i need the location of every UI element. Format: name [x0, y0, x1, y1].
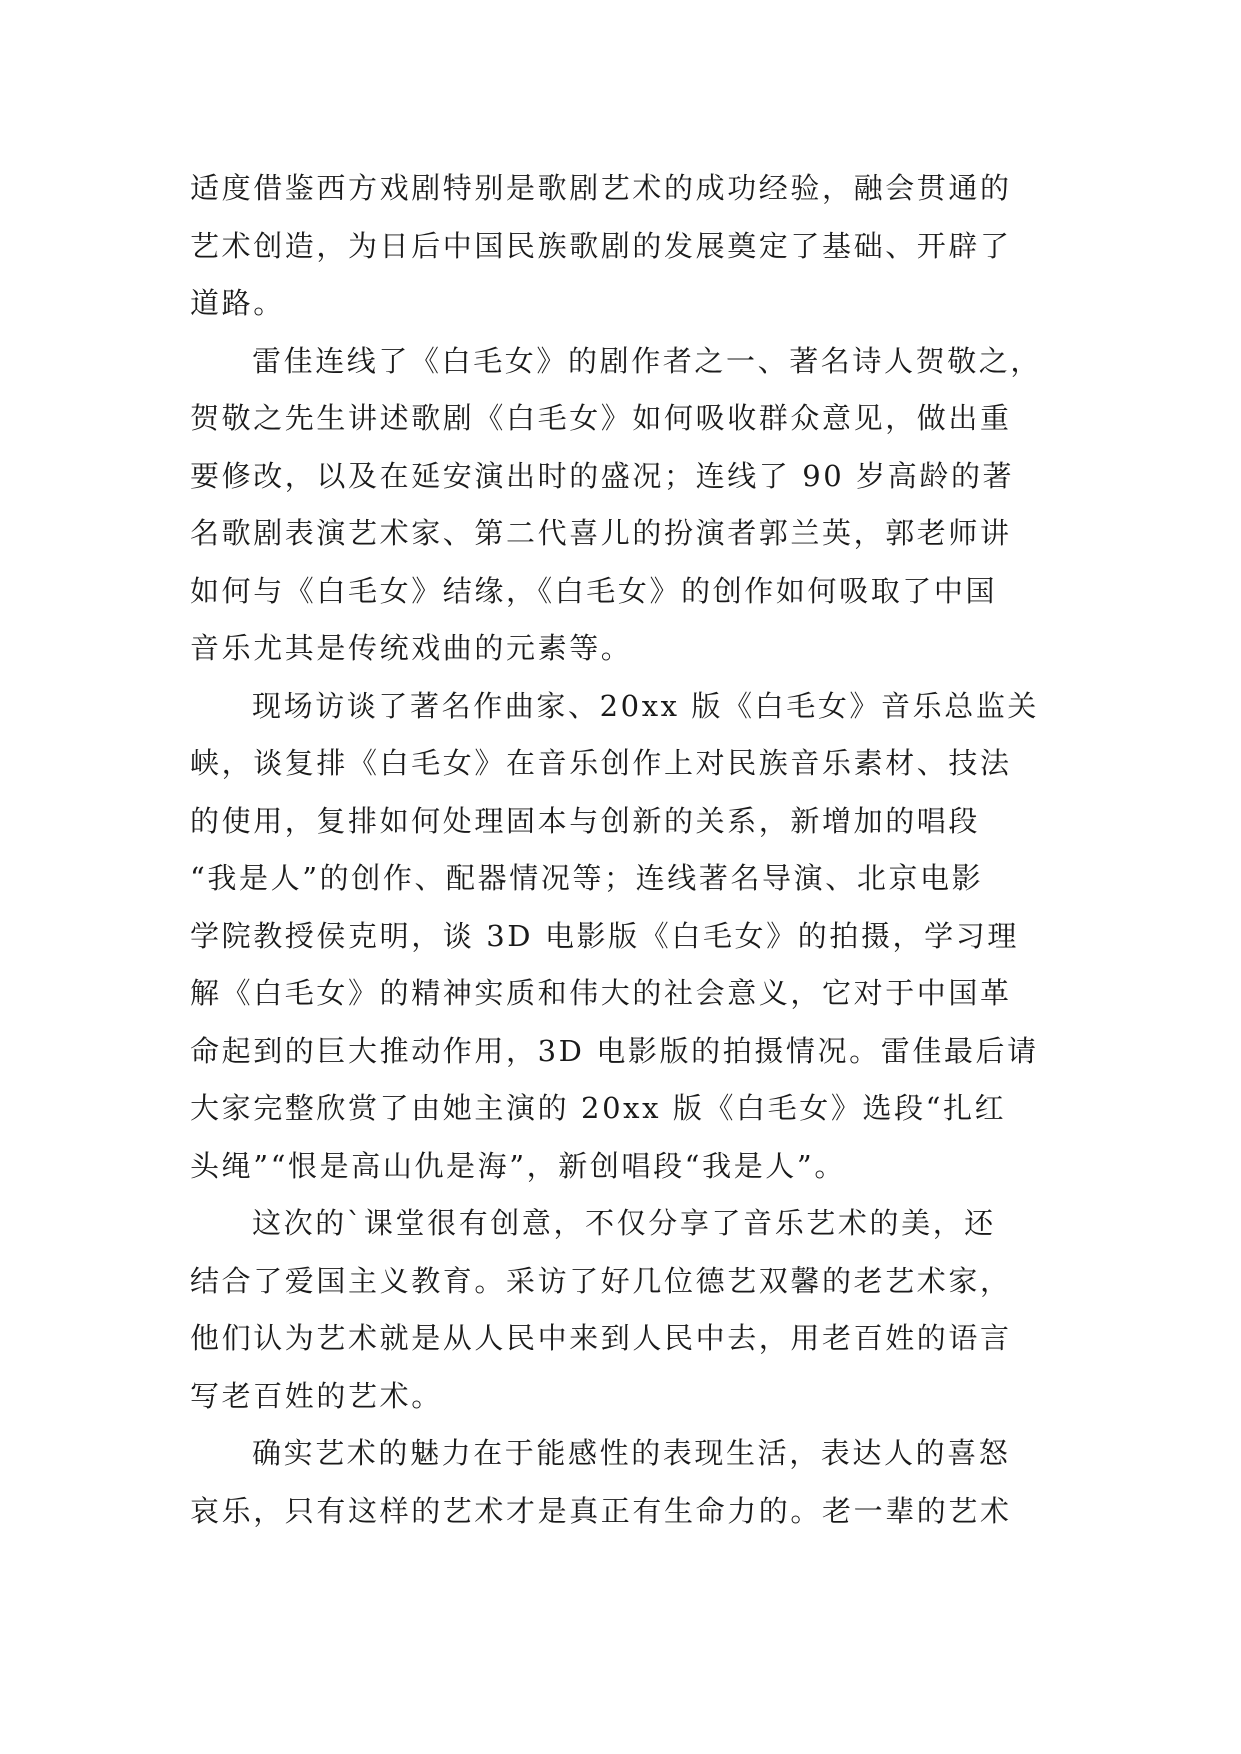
text-line: 确实艺术的魅力在于能感性的表现生活，表达人的喜怒: [252, 1436, 1011, 1470]
text-line: 学院教授侯克明，谈 3D 电影版《白毛女》的拍摄，学习理: [190, 918, 1019, 953]
paragraph: [190, 678, 1050, 1196]
text-line: “我是人”的创作、配器情况等；连线著名导演、北京电影: [190, 861, 984, 895]
text-line: 现场访谈了著名作曲家、20xx 版《白毛女》音乐总监关: [252, 688, 1040, 723]
text-line: 雷佳连线了《白毛女》的剧作者之一、著名诗人贺敬之，: [252, 343, 1043, 378]
text-line: 头绳”“恨是高山仇是海”，新创唱段“我是人”。: [190, 1148, 846, 1183]
text-line: 结合了爱国主义教育。采访了好几位德艺双馨的老艺术家，: [190, 1263, 1012, 1298]
text-line: 贺敬之先生讲述歌剧《白毛女》如何吸收群众意见，做出重: [190, 401, 1012, 435]
text-line: 大家完整欣赏了由她主演的 20xx 版《白毛女》选段“扎红: [190, 1091, 1007, 1125]
text-line: 要修改，以及在延安演出时的盛况；连线了 90 岁高龄的著: [190, 458, 1015, 493]
text-line: 哀乐，只有这样的艺术才是真正有生命力的。老一辈的艺术: [190, 1493, 1012, 1528]
text-line: 适度借鉴西方戏剧特别是歌剧艺术的成功经验，融会贯通的: [190, 171, 1012, 205]
text-line: 峡，谈复排《白毛女》在音乐创作上对民族音乐素材、技法: [190, 746, 1012, 780]
text-line: 这次的`课堂很有创意，不仅分享了音乐艺术的美，还: [252, 1206, 996, 1240]
paragraph: [190, 1425, 1050, 1540]
text-line: 的使用，复排如何处理固本与创新的关系，新增加的唱段: [190, 803, 981, 838]
paragraph: [190, 333, 1050, 678]
text-line: 如何与《白毛女》结缘，《白毛女》的创作如何吸取了中国: [190, 573, 998, 608]
text-line: 道路。: [190, 286, 285, 320]
text-line: 解《白毛女》的精神实质和伟大的社会意义，它对于中国革: [190, 976, 1012, 1010]
text-line: 音乐尤其是传统戏曲的元素等。: [190, 631, 633, 665]
paragraph: [190, 160, 1050, 333]
text-line: 他们认为艺术就是从人民中来到人民中去，用老百姓的语言: [190, 1321, 1012, 1355]
text-line: 写老百姓的艺术。: [190, 1378, 443, 1413]
document-body: [190, 160, 1050, 1540]
text-line: 名歌剧表演艺术家、第二代喜儿的扮演者郭兰英，郭老师讲: [190, 516, 1012, 550]
text-line: 艺术创造，为日后中国民族歌剧的发展奠定了基础、开辟了: [190, 228, 1012, 263]
paragraph: [190, 1195, 1050, 1425]
text-line: 命起到的巨大推动作用，3D 电影版的拍摄情况。雷佳最后请: [190, 1033, 1039, 1068]
